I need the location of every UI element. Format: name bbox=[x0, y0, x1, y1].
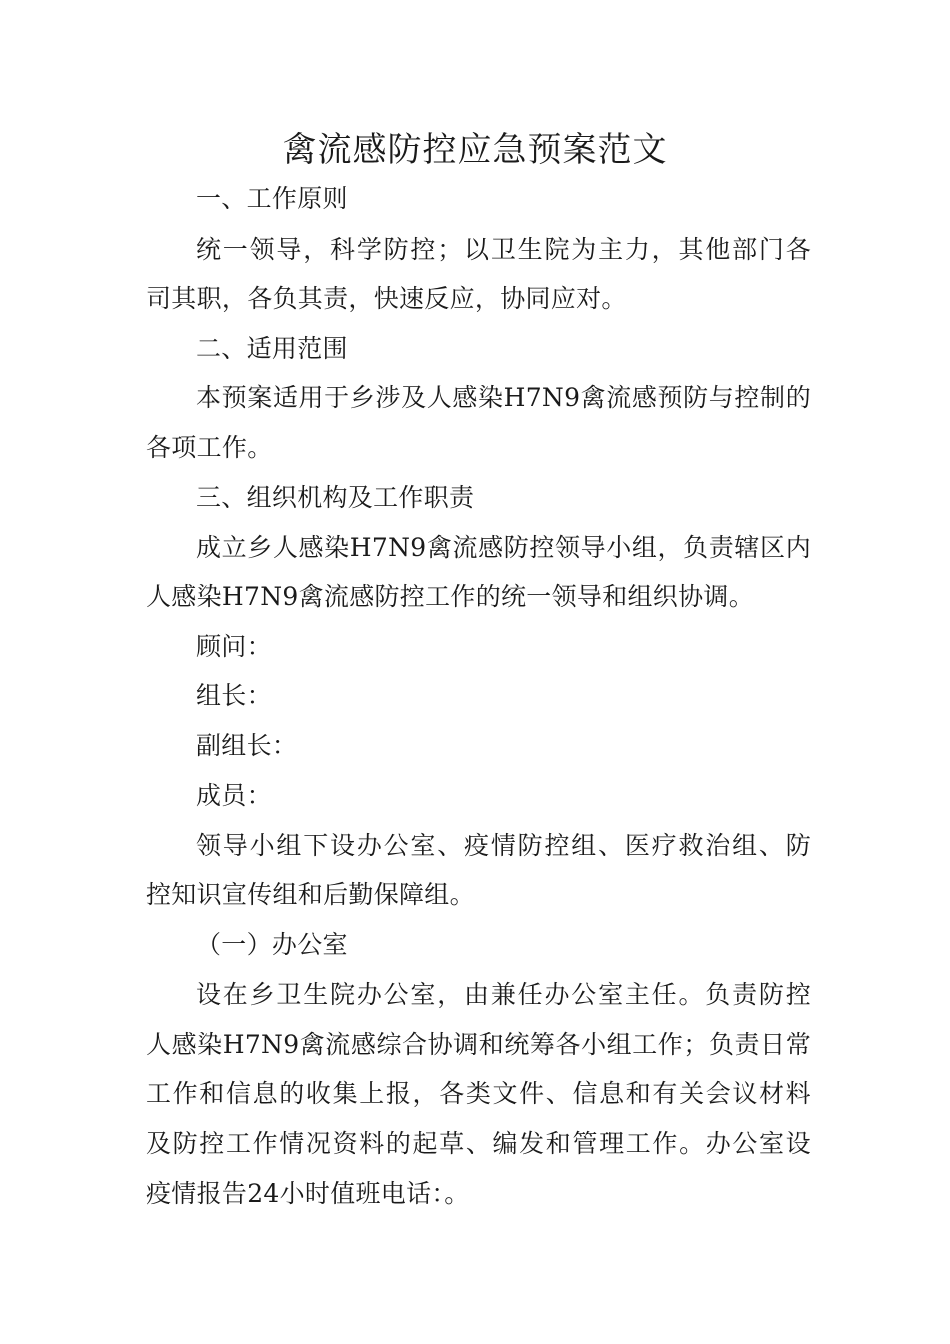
paragraph-line: 工作和信息的收集上报，各类文件、信息和有关会议材料 bbox=[146, 1079, 811, 1108]
section-heading-principles: 一、工作原则 bbox=[196, 184, 348, 213]
paragraph-line: 司其职，各负其责，快速反应，协同应对。 bbox=[146, 284, 627, 313]
paragraph-line: 领导小组下设办公室、疫情防控组、医疗救治组、防 bbox=[196, 831, 811, 860]
paragraph-line: 各项工作。 bbox=[146, 433, 273, 462]
paragraph-line: 统一领导，科学防控；以卫生院为主力，其他部门各 bbox=[196, 235, 811, 264]
deputy-leader-label: 副组长： bbox=[196, 731, 298, 760]
advisor-label: 顾问： bbox=[196, 632, 272, 661]
paragraph-line: 成立乡人感染H7N9禽流感防控领导小组，负责辖区内 bbox=[196, 533, 811, 562]
members-label: 成员： bbox=[196, 781, 272, 810]
section-heading-organization: 三、组织机构及工作职责 bbox=[196, 483, 475, 512]
paragraph-line: 控知识宣传组和后勤保障组。 bbox=[146, 880, 475, 909]
document-title: 禽流感防控应急预案范文 bbox=[282, 130, 668, 170]
leader-label: 组长： bbox=[196, 681, 272, 710]
paragraph-line: 疫情报告24小时值班电话：。 bbox=[146, 1179, 470, 1208]
subsection-heading-office: （一）办公室 bbox=[196, 930, 348, 959]
paragraph-line: 本预案适用于乡涉及人感染H7N9禽流感预防与控制的 bbox=[196, 383, 811, 412]
paragraph-line: 人感染H7N9禽流感防控工作的统一领导和组织协调。 bbox=[146, 582, 754, 611]
section-heading-scope: 二、适用范围 bbox=[196, 334, 348, 363]
paragraph-line: 及防控工作情况资料的起草、编发和管理工作。办公室设 bbox=[146, 1129, 811, 1158]
paragraph-line: 人感染H7N9禽流感综合协调和统筹各小组工作；负责日常 bbox=[146, 1030, 811, 1059]
paragraph-line: 设在乡卫生院办公室，由兼任办公室主任。负责防控 bbox=[196, 980, 811, 1009]
